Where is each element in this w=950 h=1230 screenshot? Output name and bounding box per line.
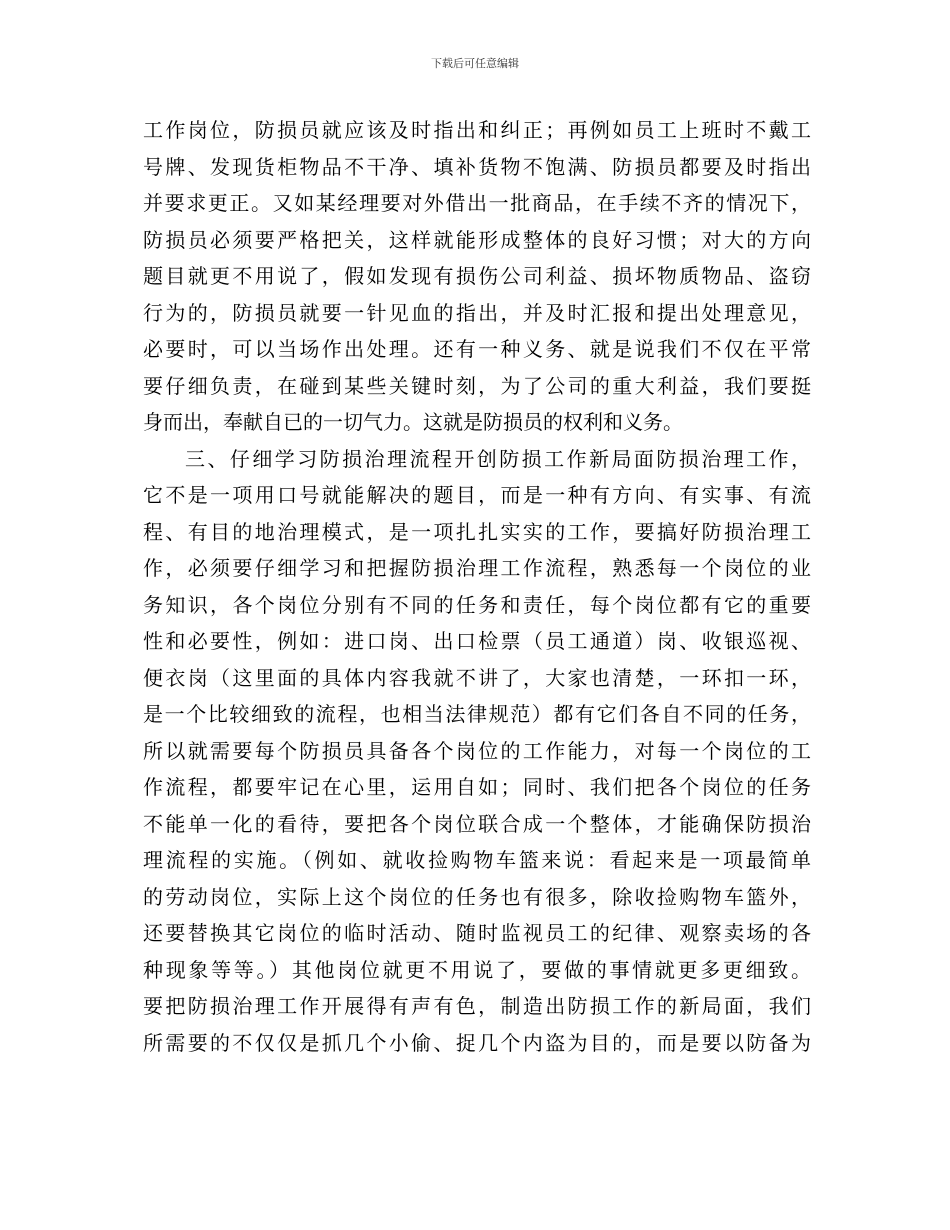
text-line: 是一个比较细致的流程，也相当法律规范）都有它们各自不同的任务， <box>143 702 811 726</box>
text-line: 务知识，各个岗位分别有不同的任务和责任，每个岗位都有它的重要 <box>143 592 811 617</box>
text-line: 并要求更正。又如某经理要对外借出一批商品，在手续不齐的情况下， <box>143 191 811 215</box>
text-line: 还要替换其它岗位的临时活动、随时监视员工的纪律、观察卖场的各 <box>143 921 811 945</box>
text-line: 防损员必须要严格把关，这样就能形成整体的良好习惯；对大的方向 <box>143 227 811 252</box>
text-line: 必要时，可以当场作出处理。还有一种义务、就是说我们不仅在平常 <box>143 337 811 361</box>
text-line: 作，必须要仔细学习和把握防损治理工作流程，熟悉每一个岗位的业 <box>143 556 811 580</box>
text-line: 要把防损治理工作开展得有声有色，制造出防损工作的新局面，我们 <box>143 994 811 1018</box>
text-line: 题目就更不用说了，假如发现有损伤公司利益、损坏物质物品、盗窃 <box>143 264 811 288</box>
text-line: 行为的，防损员就要一针见血的指出，并及时汇报和提出处理意见， <box>143 300 811 325</box>
text-line: 所需要的不仅仅是抓几个小偷、捉几个内盗为目的，而是要以防备为 <box>143 1030 811 1055</box>
text-line: 性和必要性，例如：进口岗、出口检票（员工通道）岗、收银巡视、 <box>143 629 811 653</box>
text-line: 的劳动岗位，实际上这个岗位的任务也有很多，除收捡购物车篮外， <box>143 884 811 909</box>
section-three-heading-line: 三、仔细学习防损治理流程开创防损工作新局面防损治理工作， <box>185 446 811 471</box>
text-line: 工作岗位，防损员就应该及时指出和纠正；再例如员工上班时不戴工 <box>143 118 811 142</box>
text-line: 种现象等等。）其他岗位就更不用说了，要做的事情就更多更细致。 <box>143 957 811 982</box>
text-line: 要仔细负责，在碰到某些关键时刻，为了公司的重大利益，我们要挺 <box>143 373 811 398</box>
text-line: 不能单一化的看待，要把各个岗位联合成一个整体，才能确保防损治 <box>143 811 811 836</box>
text-line: 所以就需要每个防损员具备各个岗位的工作能力，对每一个岗位的工 <box>143 738 811 763</box>
text-line: 号牌、发现货柜物品不干净、填补货物不饱满、防损员都要及时指出 <box>143 154 811 179</box>
page-header: 下载后可任意编辑 <box>431 57 519 70</box>
paragraph-end-line: 身而出，奉献自已的一切气力。这就是防损员的权利和义务。 <box>143 410 683 434</box>
text-line: 理流程的实施。（例如、就收捡购物车篮来说：看起来是一项最简单 <box>143 848 811 872</box>
text-line: 作流程，都要牢记在心里，运用自如；同时、我们把各个岗位的任务 <box>143 775 811 799</box>
text-line: 程、有目的地治理模式，是一项扎扎实实的工作，要搞好防损治理工 <box>143 519 811 544</box>
document-body <box>143 112 811 1061</box>
text-line: 它不是一项用口号就能解决的题目，而是一种有方向、有实事、有流 <box>143 483 811 507</box>
text-line: 便衣岗（这里面的具体内容我就不讲了，大家也清楚，一环扣一环， <box>143 665 811 690</box>
